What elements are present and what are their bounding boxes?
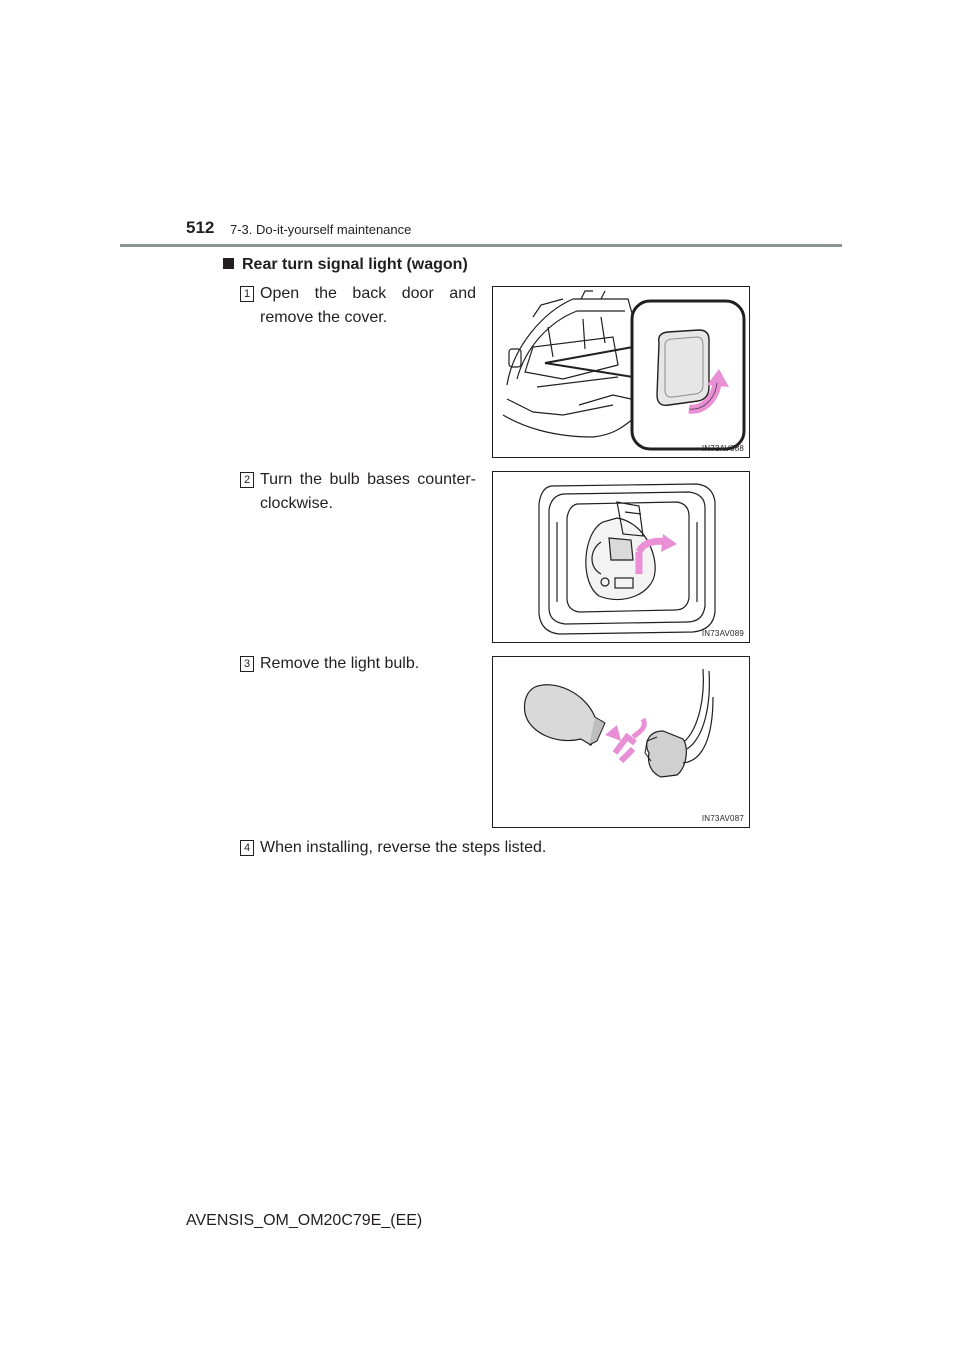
- step-number-1: 1: [240, 286, 254, 302]
- step-number-2: 2: [240, 472, 254, 488]
- back-door-illustration: [493, 287, 749, 457]
- step-text-3: Remove the light bulb.: [260, 655, 420, 672]
- document-code: AVENSIS_OM_OM20C79E_(EE): [186, 1212, 423, 1229]
- section-title: 7-3. Do-it-yourself maintenance: [230, 222, 412, 237]
- figure-code: IN73AV087: [701, 814, 744, 823]
- lamp-housing-illustration: [493, 472, 749, 642]
- figure-remove-bulb: [492, 656, 750, 828]
- figure-code: IN73AV089: [701, 629, 744, 638]
- step-number-4: 4: [240, 840, 254, 856]
- figure-remove-cover: [492, 286, 750, 458]
- step-number-3: 3: [240, 656, 254, 672]
- step-text-1: Open the back door and remove the cover.: [260, 285, 476, 326]
- step-text-4: When installing, reverse the steps listed.: [260, 839, 547, 856]
- step-text-2: Turn the bulb bases counter-clockwise.: [260, 471, 476, 512]
- heading-text: Rear turn signal light (wagon): [242, 256, 468, 273]
- heading: [223, 256, 468, 274]
- light-bulb-illustration: [493, 657, 749, 827]
- figure-code: IN73AV088: [701, 444, 744, 453]
- figure-turn-bulb-base: [492, 471, 750, 643]
- square-bullet-icon: [223, 258, 234, 269]
- header-rule: [120, 244, 842, 247]
- page-number: 512: [186, 218, 215, 237]
